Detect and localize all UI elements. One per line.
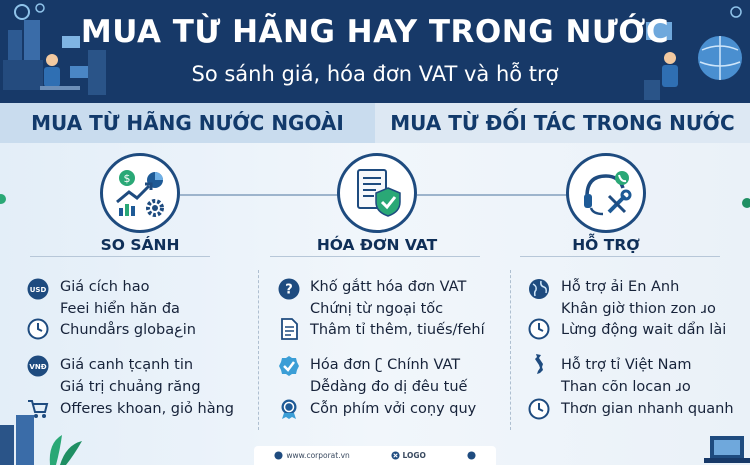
document-icon bbox=[278, 318, 300, 340]
vat-line: Hóa đơn ʗ Chính VAT bbox=[310, 357, 461, 373]
vat-line: Dễdàng đo dị đêu tuế bbox=[310, 379, 468, 395]
headset-tools-icon bbox=[579, 166, 633, 220]
decor-dot bbox=[742, 198, 750, 208]
compare-circle bbox=[100, 153, 180, 233]
question-icon bbox=[278, 278, 300, 300]
connector-line bbox=[417, 194, 567, 196]
divider bbox=[520, 256, 720, 257]
compare-line: Feei hiển hăn đa bbox=[60, 301, 180, 317]
vat-line: Thâm tỉ thêm, tiuếs/fehí bbox=[310, 322, 485, 338]
support-circle bbox=[566, 153, 646, 233]
svg-text:VNĐ: VNĐ bbox=[29, 363, 47, 371]
vat-line: Cỗn phím vởi coṇy quy bbox=[310, 401, 477, 417]
page-subtitle: So sánh giá, hóa đơn VAT và hỗ trợ bbox=[191, 62, 559, 86]
website-text: www.corporat.vn bbox=[286, 451, 350, 460]
globe-icon bbox=[528, 278, 550, 300]
page-title: MUA TỪ HÃNG HAY TRONG NƯỚC bbox=[80, 14, 670, 50]
vietnam-map-icon bbox=[528, 353, 550, 375]
vat-line: Chứnị từ ngoại tốc bbox=[310, 301, 444, 317]
connector-line bbox=[180, 194, 338, 196]
vat-circle bbox=[337, 153, 417, 233]
compare-line: Giá trị chuảng răng bbox=[60, 379, 201, 395]
pillar-title-vat: HÓA ĐƠN VAT bbox=[316, 236, 438, 254]
logo-text: LOGO bbox=[402, 451, 426, 460]
support-line: Than cõn locan ɹo bbox=[561, 379, 691, 395]
svg-text:$: $ bbox=[123, 172, 131, 185]
compare-line: Giá canh ṭcạnh tin bbox=[60, 357, 194, 373]
laptop-illustration bbox=[700, 418, 750, 465]
clock-icon bbox=[528, 398, 550, 420]
footer-bar bbox=[254, 446, 496, 465]
column-divider bbox=[258, 270, 259, 430]
compare-line: Giá cích hao bbox=[60, 279, 150, 295]
usd-coin-icon bbox=[27, 278, 49, 300]
band-foreign: MUA TỪ HÃNG NƯỚC NGOÀI bbox=[0, 103, 375, 143]
clock-icon bbox=[27, 318, 49, 340]
footer-logo bbox=[391, 451, 426, 460]
footer-website[interactable] bbox=[274, 451, 349, 460]
globe-icon bbox=[274, 451, 283, 460]
support-line: Hỗ trợ ải En Anh bbox=[561, 279, 680, 295]
support-line: Hỗ trợ tỉ Việt Nam bbox=[561, 357, 692, 373]
logo-icon bbox=[391, 451, 400, 460]
header-banner bbox=[0, 0, 750, 103]
compare-line: Offeres khoan, giỏ hàng bbox=[60, 401, 234, 417]
support-line: Khân giờ thion zon ɹo bbox=[561, 301, 716, 317]
band-domestic: MUA TỪ ĐỐI TÁC TRONG NƯỚC bbox=[375, 103, 750, 143]
vnd-coin-icon bbox=[27, 355, 49, 377]
clock-icon bbox=[528, 318, 550, 340]
invoice-shield-icon bbox=[350, 166, 404, 220]
footer-phone[interactable] bbox=[467, 451, 476, 460]
vat-line: Khố gắtt hóa đơn VAT bbox=[310, 279, 467, 295]
compare-line: Chundårs globaعin bbox=[60, 322, 196, 338]
verified-badge-icon bbox=[278, 355, 300, 377]
column-divider bbox=[510, 270, 511, 430]
city-plant-illustration bbox=[0, 405, 90, 465]
award-medal-icon bbox=[278, 398, 300, 420]
svg-text:?: ? bbox=[285, 282, 293, 298]
divider bbox=[30, 256, 210, 257]
divider bbox=[270, 256, 480, 257]
phone-icon bbox=[467, 451, 476, 460]
support-line: Thơn gian nhanh quanh bbox=[561, 401, 734, 417]
money-chart-gear-icon bbox=[113, 166, 167, 220]
pillar-title-support: HỖ TRỢ bbox=[572, 236, 640, 254]
svg-text:USD: USD bbox=[29, 286, 47, 294]
pillar-title-compare: SO SÁNH bbox=[100, 236, 180, 254]
support-line: Lừng động wait dẩn lài bbox=[561, 322, 727, 338]
